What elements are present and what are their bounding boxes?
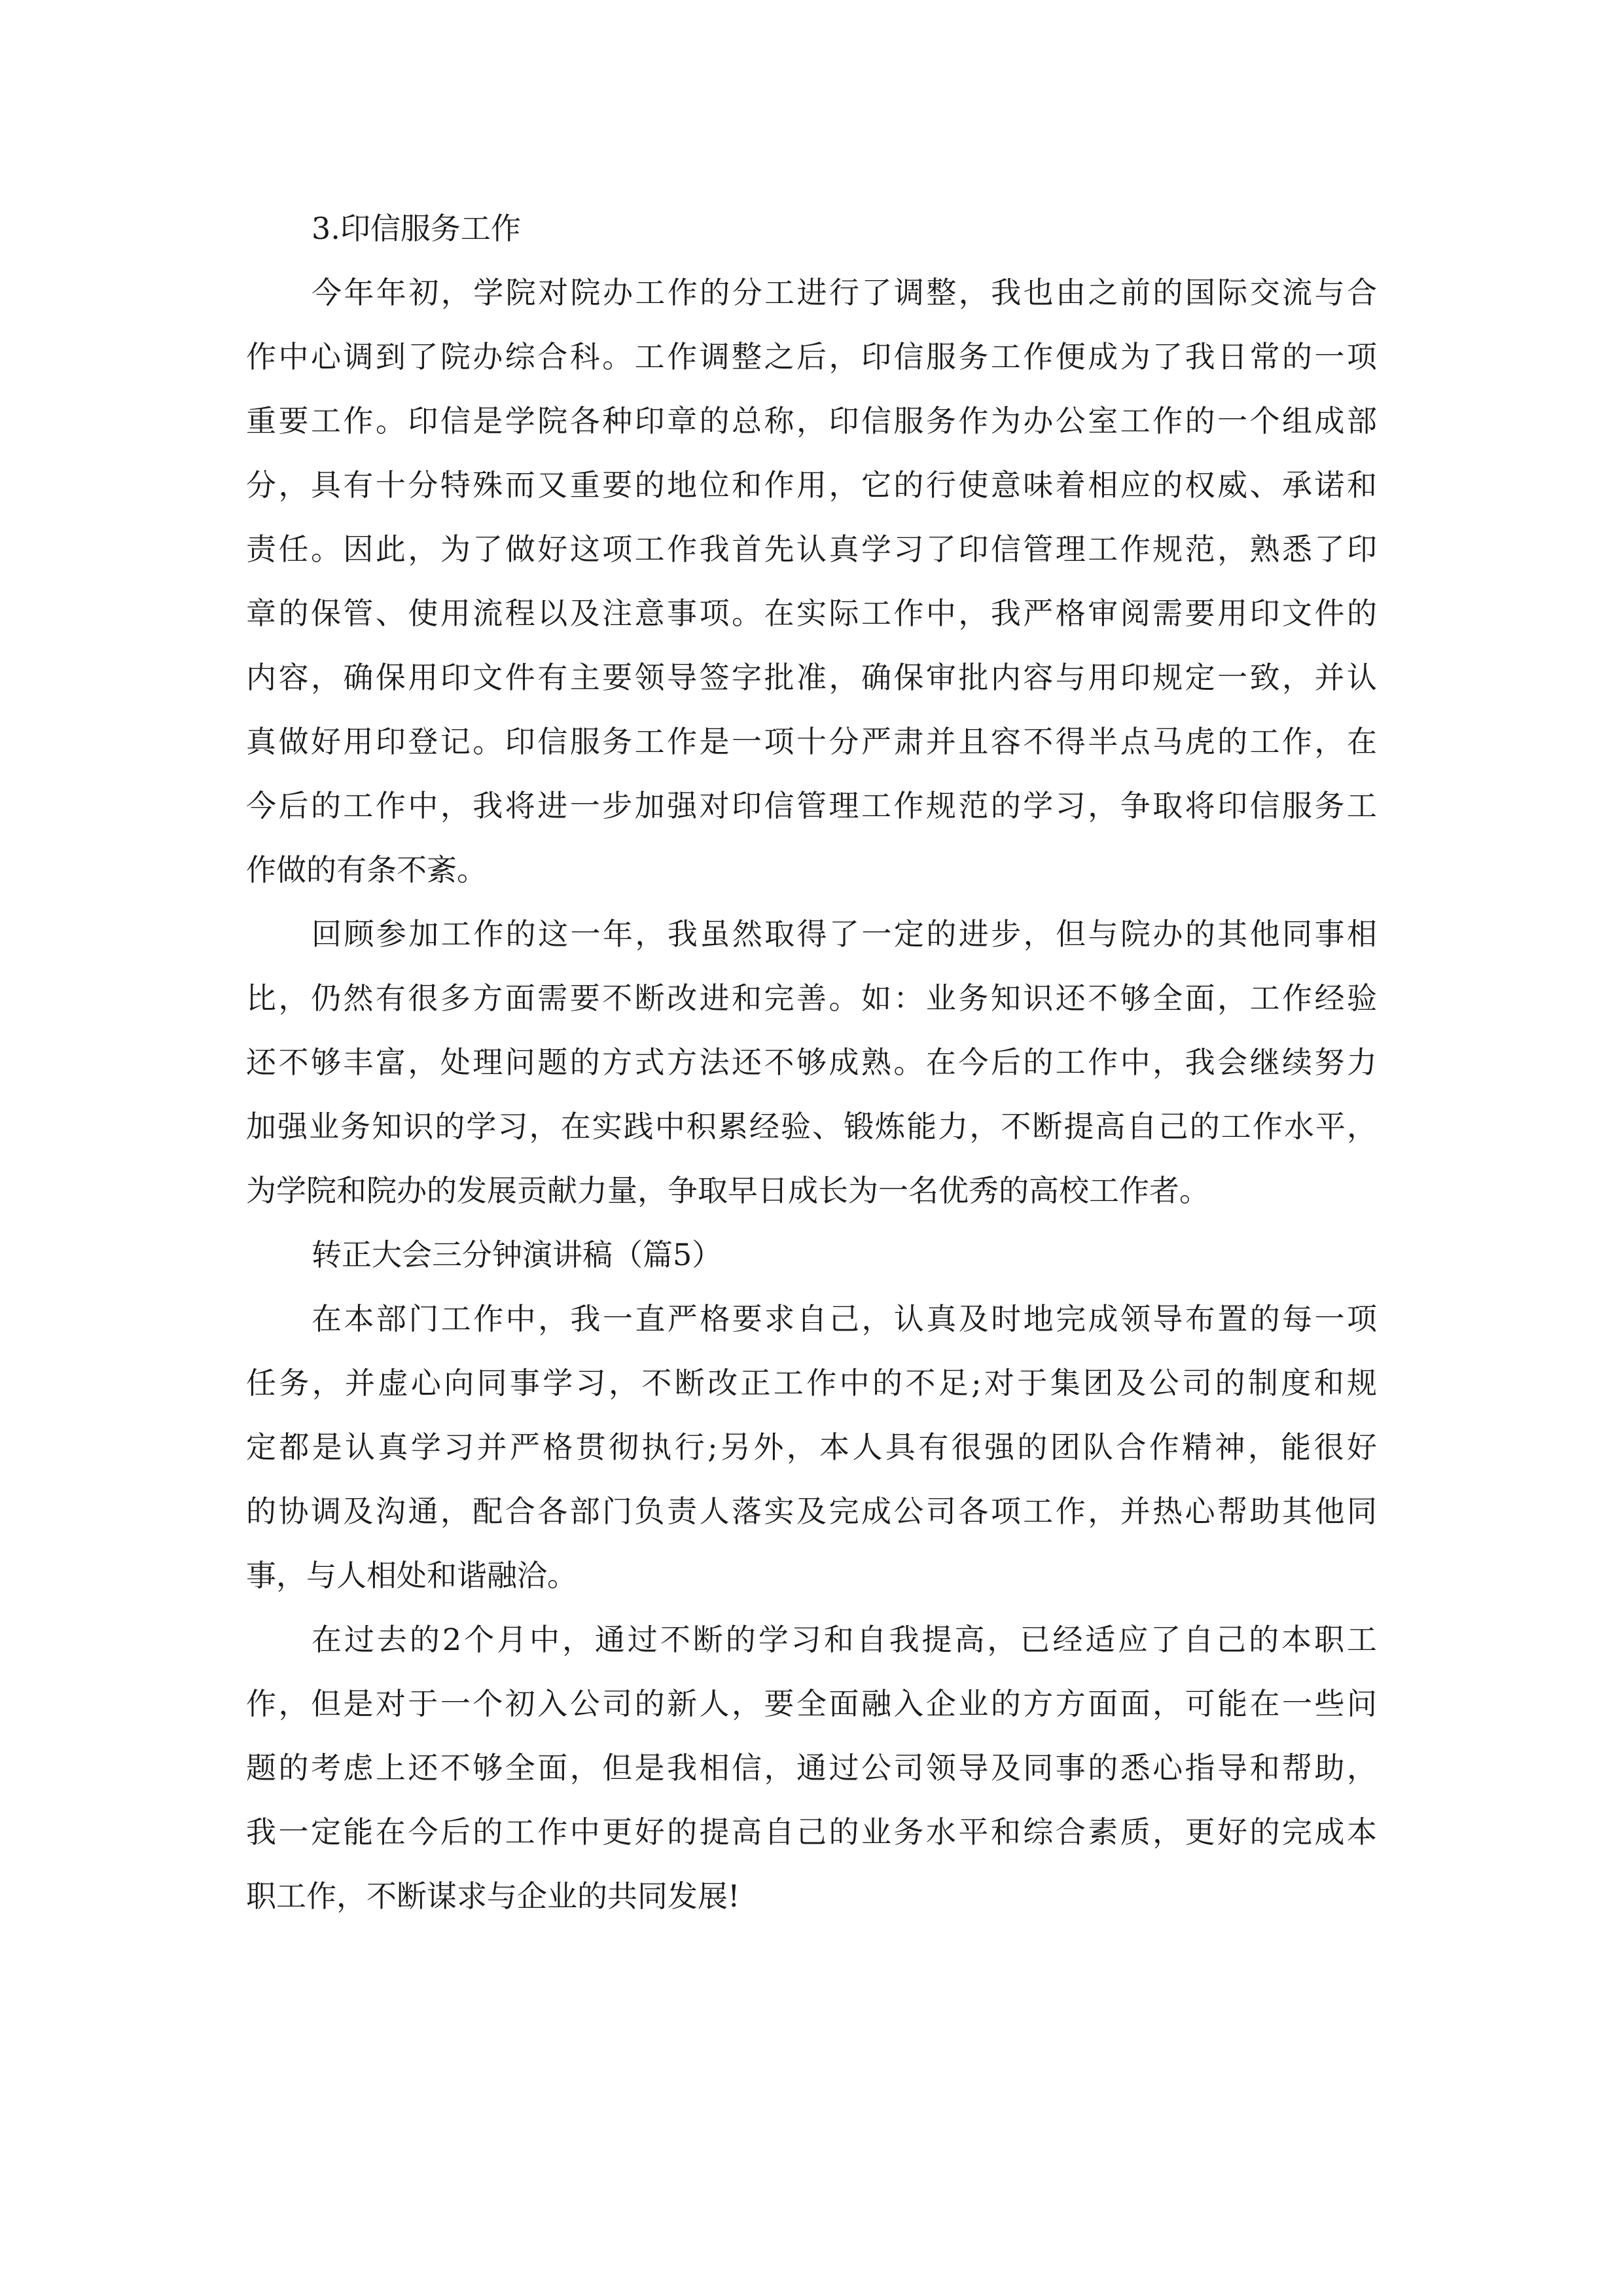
- text-line: 责任。因此，为了做好这项工作我首先认真学习了印信管理工作规范，熟悉了印: [246, 531, 1377, 567]
- text-line: 今年年初，学院对院办工作的分工进行了调整，我也由之前的国际交流与合: [312, 275, 1377, 310]
- text-line: 在本部门工作中，我一直严格要求自己，认真及时地完成领导布置的每一项: [312, 1301, 1377, 1336]
- article-heading: 转正大会三分钟演讲稿（篇5）: [312, 1237, 722, 1272]
- text-line: 回顾参加工作的这一年，我虽然取得了一定的进步，但与院办的其他同事相: [312, 916, 1377, 952]
- text-line: 还不够丰富，处理问题的方式方法还不够成熟。在今后的工作中，我会继续努力: [246, 1045, 1377, 1080]
- text-line: 重要工作。印信是学院各种印章的总称，印信服务作为办公室工作的一个组成部: [246, 403, 1377, 439]
- document-body: [246, 196, 1377, 1928]
- text-line: 作中心调到了院办综合科。工作调整之后，印信服务工作便成为了我日常的一项: [246, 339, 1377, 374]
- text-line: 章的保管、使用流程以及注意事项。在实际工作中，我严格审阅需要用印文件的: [246, 596, 1377, 631]
- text-line: 职工作，不断谋求与企业的共同发展!: [246, 1878, 740, 1914]
- section-heading: 3.印信服务工作: [312, 211, 521, 246]
- text-line: 真做好用印登记。印信服务工作是一项十分严肃并且容不得半点马虎的工作，在: [246, 724, 1377, 759]
- paragraph-past-two-months: [246, 1607, 1377, 1928]
- text-line: 为学院和院办的发展贡献力量，争取早日成长为一名优秀的高校工作者。: [246, 1173, 1209, 1208]
- text-line: 事，与人相处和谐融洽。: [246, 1558, 577, 1593]
- text-line: 比，仍然有很多方面需要不断改进和完善。如：业务知识还不够全面，工作经验: [246, 980, 1377, 1016]
- text-line: 题的考虑上还不够全面，但是我相信，通过公司领导及同事的悉心指导和帮助，: [246, 1750, 1377, 1785]
- text-line: 定都是认真学习并严格贯彻执行;另外，本人具有很强的团队合作精神，能很好: [246, 1429, 1377, 1465]
- text-line: 今后的工作中，我将进一步加强对印信管理工作规范的学习，争取将印信服务工: [246, 788, 1377, 823]
- text-line: 任务，并虚心向同事学习，不断改正工作中的不足;对于集团及公司的制度和规: [246, 1365, 1377, 1401]
- paragraph-review: [246, 902, 1377, 1223]
- text-line: 分，具有十分特殊而又重要的地位和作用，它的行使意味着相应的权威、承诺和: [246, 467, 1377, 503]
- text-line: 加强业务知识的学习，在实践中积累经验、锻炼能力，不断提高自己的工作水平，: [246, 1109, 1377, 1144]
- text-line: 在过去的2个月中，通过不断的学习和自我提高，已经适应了自己的本职工: [312, 1622, 1377, 1657]
- text-line: 作，但是对于一个初入公司的新人，要全面融入企业的方方面面，可能在一些问: [246, 1686, 1377, 1721]
- text-line: 我一定能在今后的工作中更好的提高自己的业务水平和综合素质，更好的完成本: [246, 1814, 1377, 1850]
- text-line: 的协调及沟通，配合各部门负责人落实及完成公司各项工作，并热心帮助其他同: [246, 1494, 1377, 1529]
- paragraph-seal-service: [246, 260, 1377, 902]
- text-line: 作做的有条不紊。: [246, 852, 487, 888]
- text-line: 内容，确保用印文件有主要领导签字批准，确保审批内容与用印规定一致，并认: [246, 660, 1377, 695]
- paragraph-department-work: [246, 1287, 1377, 1607]
